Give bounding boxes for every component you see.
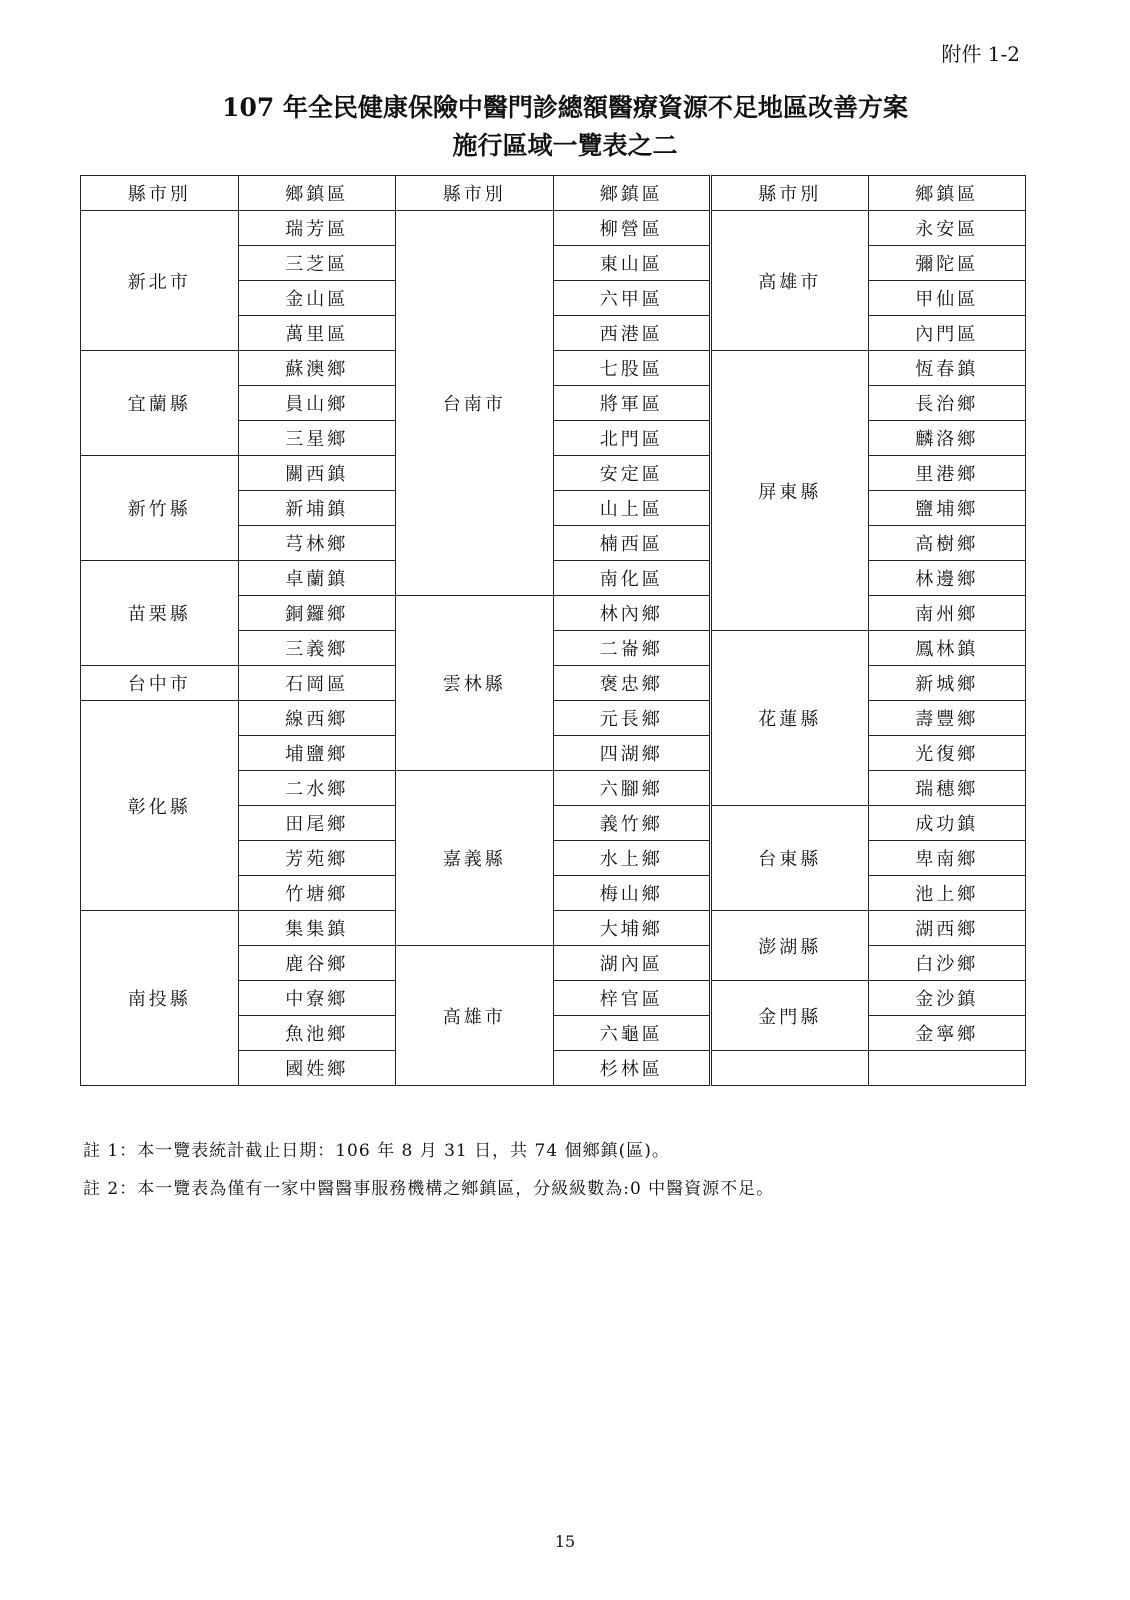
table-row <box>81 666 1026 701</box>
town-cell: 林內鄉 <box>553 596 711 631</box>
town-cell: 石岡區 <box>238 666 396 701</box>
table-header-row <box>81 176 1026 211</box>
county-cell: 高雄市 <box>711 211 869 351</box>
county-cell <box>711 1051 869 1086</box>
county-cell: 南投縣 <box>81 911 239 1086</box>
town-cell: 安定區 <box>553 456 711 491</box>
county-cell: 新竹縣 <box>81 456 239 561</box>
town-cell: 永安區 <box>868 211 1026 246</box>
header-county: 縣市別 <box>711 176 869 211</box>
town-cell: 楠西區 <box>553 526 711 561</box>
town-cell: 梅山鄉 <box>553 876 711 911</box>
town-cell <box>868 1051 1026 1086</box>
county-cell: 高雄市 <box>396 946 554 1086</box>
document-title: 107 年全民健康保險中醫門診總額醫療資源不足地區改善方案 <box>222 93 908 122</box>
town-cell: 員山鄉 <box>238 386 396 421</box>
town-cell: 三星鄉 <box>238 421 396 456</box>
town-cell: 成功鎮 <box>868 806 1026 841</box>
town-cell: 線西鄉 <box>238 701 396 736</box>
header-town: 鄉鎮區 <box>238 176 396 211</box>
town-cell: 白沙鄉 <box>868 946 1026 981</box>
town-cell: 鹿谷鄉 <box>238 946 396 981</box>
header-county: 縣市別 <box>396 176 554 211</box>
town-cell: 三芝區 <box>238 246 396 281</box>
table-row <box>81 211 1026 246</box>
town-cell: 埔鹽鄉 <box>238 736 396 771</box>
town-cell: 柳營區 <box>553 211 711 246</box>
town-cell: 田尾鄉 <box>238 806 396 841</box>
town-cell: 新城鄉 <box>868 666 1026 701</box>
town-cell: 元長鄉 <box>553 701 711 736</box>
county-cell: 台中市 <box>81 666 239 701</box>
town-cell: 東山區 <box>553 246 711 281</box>
town-cell: 杉林區 <box>553 1051 711 1086</box>
town-cell: 彌陀區 <box>868 246 1026 281</box>
table-row <box>81 561 1026 596</box>
town-cell: 鳳林鎮 <box>868 631 1026 666</box>
town-cell: 卓蘭鎮 <box>238 561 396 596</box>
town-cell: 卑南鄉 <box>868 841 1026 876</box>
town-cell: 將軍區 <box>553 386 711 421</box>
town-cell: 水上鄉 <box>553 841 711 876</box>
document-subtitle: 施行區域一覽表之二 <box>452 131 678 160</box>
town-cell: 義竹鄉 <box>553 806 711 841</box>
town-cell: 芎林鄉 <box>238 526 396 561</box>
table-row <box>81 456 1026 491</box>
county-cell: 雲林縣 <box>396 596 554 771</box>
town-cell: 高樹鄉 <box>868 526 1026 561</box>
town-cell: 六龜區 <box>553 1016 711 1051</box>
town-cell: 金沙鎮 <box>868 981 1026 1016</box>
town-cell: 山上區 <box>553 491 711 526</box>
town-cell: 二崙鄉 <box>553 631 711 666</box>
town-cell: 鹽埔鄉 <box>868 491 1026 526</box>
town-cell: 竹塘鄉 <box>238 876 396 911</box>
county-cell: 澎湖縣 <box>711 911 869 981</box>
county-cell: 彰化縣 <box>81 701 239 911</box>
town-cell: 褒忠鄉 <box>553 666 711 701</box>
header-town: 鄉鎮區 <box>868 176 1026 211</box>
town-cell: 西港區 <box>553 316 711 351</box>
town-cell: 六腳鄉 <box>553 771 711 806</box>
note-1: 註 1：本一覽表統計截止日期：106 年 8 月 31 日，共 74 個鄉鎮(區)。 <box>83 1141 670 1161</box>
town-cell: 集集鎮 <box>238 911 396 946</box>
town-cell: 湖西鄉 <box>868 911 1026 946</box>
town-cell: 魚池鄉 <box>238 1016 396 1051</box>
table-row <box>81 701 1026 736</box>
table-body <box>81 211 1026 1086</box>
town-cell: 內門區 <box>868 316 1026 351</box>
header-county: 縣市別 <box>81 176 239 211</box>
town-cell: 里港鄉 <box>868 456 1026 491</box>
town-cell: 新埔鎮 <box>238 491 396 526</box>
town-cell: 萬里區 <box>238 316 396 351</box>
town-cell: 銅鑼鄉 <box>238 596 396 631</box>
attachment-label: 附件 1-2 <box>941 42 1020 66</box>
town-cell: 二水鄉 <box>238 771 396 806</box>
town-cell: 金山區 <box>238 281 396 316</box>
regions-table <box>80 175 1026 1086</box>
notes <box>83 1136 774 1212</box>
county-cell: 苗栗縣 <box>81 561 239 666</box>
town-cell: 林邊鄉 <box>868 561 1026 596</box>
town-cell: 芳苑鄉 <box>238 841 396 876</box>
town-cell: 六甲區 <box>553 281 711 316</box>
town-cell: 湖內區 <box>553 946 711 981</box>
town-cell: 大埔鄉 <box>553 911 711 946</box>
county-cell: 金門縣 <box>711 981 869 1051</box>
town-cell: 瑞芳區 <box>238 211 396 246</box>
town-cell: 池上鄉 <box>868 876 1026 911</box>
county-cell: 宜蘭縣 <box>81 351 239 456</box>
town-cell: 長治鄉 <box>868 386 1026 421</box>
county-cell: 台南市 <box>396 211 554 596</box>
town-cell: 梓官區 <box>553 981 711 1016</box>
town-cell: 南州鄉 <box>868 596 1026 631</box>
header-town: 鄉鎮區 <box>553 176 711 211</box>
town-cell: 光復鄉 <box>868 736 1026 771</box>
page-number: 15 <box>554 1532 576 1551</box>
town-cell: 關西鎮 <box>238 456 396 491</box>
town-cell: 壽豐鄉 <box>868 701 1026 736</box>
town-cell: 蘇澳鄉 <box>238 351 396 386</box>
county-cell: 花蓮縣 <box>711 631 869 806</box>
town-cell: 北門區 <box>553 421 711 456</box>
town-cell: 恆春鎮 <box>868 351 1026 386</box>
town-cell: 南化區 <box>553 561 711 596</box>
county-cell: 屏東縣 <box>711 351 869 631</box>
county-cell: 新北市 <box>81 211 239 351</box>
town-cell: 金寧鄉 <box>868 1016 1026 1051</box>
town-cell: 七股區 <box>553 351 711 386</box>
town-cell: 麟洛鄉 <box>868 421 1026 456</box>
table-row <box>81 911 1026 946</box>
town-cell: 四湖鄉 <box>553 736 711 771</box>
town-cell: 中寮鄉 <box>238 981 396 1016</box>
table-row <box>81 351 1026 386</box>
town-cell: 瑞穗鄉 <box>868 771 1026 806</box>
county-cell: 台東縣 <box>711 806 869 911</box>
town-cell: 國姓鄉 <box>238 1051 396 1086</box>
note-2: 註 2：本一覽表為僅有一家中醫醫事服務機構之鄉鎮區，分級級數為:0 中醫資源不足。 <box>83 1179 775 1199</box>
county-cell: 嘉義縣 <box>396 771 554 946</box>
town-cell: 三義鄉 <box>238 631 396 666</box>
town-cell: 甲仙區 <box>868 281 1026 316</box>
